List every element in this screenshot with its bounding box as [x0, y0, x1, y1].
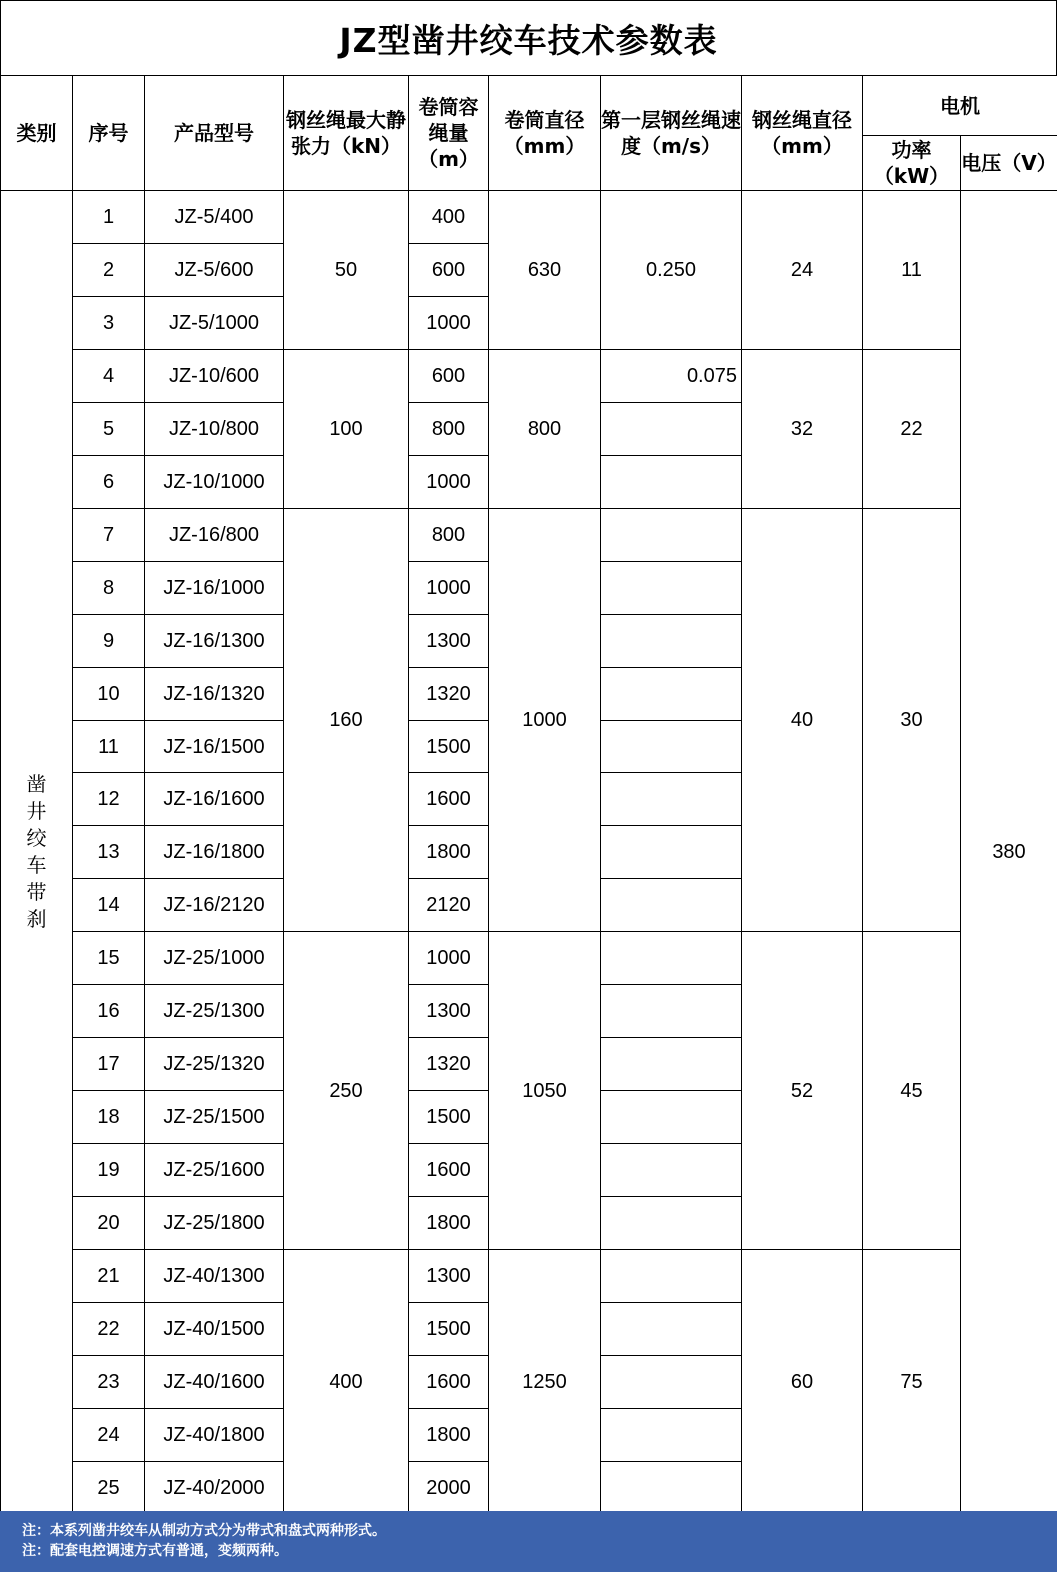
capacity-cell: 1300 [409, 985, 489, 1038]
capacity-cell: 1000 [409, 932, 489, 985]
tension-cell: 100 [284, 349, 409, 508]
category-cell [1, 191, 73, 1515]
notes-bar [0, 1511, 1057, 1572]
index-cell: 25 [73, 1461, 145, 1514]
header-capacity: 卷筒容绳量（m） [409, 76, 489, 191]
power-cell: 75 [863, 1250, 961, 1515]
table-row [1, 349, 1057, 402]
speed-cell [601, 1038, 742, 1091]
model-cell: JZ-16/1000 [145, 561, 284, 614]
speed-cell [601, 826, 742, 879]
rope-diameter-cell: 32 [742, 349, 863, 508]
drum-diameter-cell: 630 [489, 191, 601, 350]
speed-cell [601, 1355, 742, 1408]
index-cell: 7 [73, 508, 145, 561]
speed-cell [601, 561, 742, 614]
capacity-cell: 1500 [409, 1091, 489, 1144]
header-drum-diameter: 卷筒直径（mm） [489, 76, 601, 191]
tension-cell: 160 [284, 508, 409, 932]
category-label: 凿井绞车带刹 [26, 772, 47, 932]
power-cell: 11 [863, 191, 961, 350]
index-cell: 23 [73, 1355, 145, 1408]
speed-cell [601, 773, 742, 826]
speed-cell [601, 1091, 742, 1144]
table-row [1, 1250, 1057, 1303]
model-cell: JZ-10/800 [145, 402, 284, 455]
model-cell: JZ-25/1000 [145, 932, 284, 985]
speed-cell: 0.075 [601, 349, 742, 402]
speed-cell [601, 985, 742, 1038]
note-line: 注：本系列凿井绞车从制动方式分为带式和盘式两种形式。 [22, 1523, 386, 1539]
table-row [1, 191, 1057, 244]
rope-diameter-cell: 52 [742, 932, 863, 1250]
index-cell: 5 [73, 402, 145, 455]
header-index: 序号 [73, 76, 145, 191]
capacity-cell: 1000 [409, 296, 489, 349]
index-cell: 21 [73, 1250, 145, 1303]
capacity-cell: 1000 [409, 561, 489, 614]
index-cell: 20 [73, 1197, 145, 1250]
capacity-cell: 1600 [409, 1355, 489, 1408]
index-cell: 15 [73, 932, 145, 985]
speed-cell [601, 879, 742, 932]
capacity-cell: 800 [409, 402, 489, 455]
spec-table [0, 75, 1057, 1515]
rope-diameter-cell: 60 [742, 1250, 863, 1515]
model-cell: JZ-25/1800 [145, 1197, 284, 1250]
capacity-cell: 2000 [409, 1461, 489, 1514]
index-cell: 11 [73, 720, 145, 773]
speed-cell [601, 1250, 742, 1303]
speed-cell [601, 614, 742, 667]
index-cell: 22 [73, 1303, 145, 1356]
model-cell: JZ-5/600 [145, 243, 284, 296]
index-cell: 19 [73, 1144, 145, 1197]
model-cell: JZ-16/1300 [145, 614, 284, 667]
power-cell: 30 [863, 508, 961, 932]
model-cell: JZ-16/1600 [145, 773, 284, 826]
model-cell: JZ-25/1500 [145, 1091, 284, 1144]
speed-cell [601, 1408, 742, 1461]
voltage-cell: 380 [961, 191, 1057, 1515]
speed-cell [601, 508, 742, 561]
tension-cell: 400 [284, 1250, 409, 1515]
power-cell: 45 [863, 932, 961, 1250]
model-cell: JZ-25/1600 [145, 1144, 284, 1197]
model-cell: JZ-40/2000 [145, 1461, 284, 1514]
capacity-cell: 1000 [409, 455, 489, 508]
rope-diameter-cell: 24 [742, 191, 863, 350]
header-rope-diameter: 钢丝绳直径（mm） [742, 76, 863, 191]
header-tension: 钢丝绳最大静张力（kN） [284, 76, 409, 191]
capacity-cell: 600 [409, 243, 489, 296]
model-cell: JZ-16/1800 [145, 826, 284, 879]
capacity-cell: 2120 [409, 879, 489, 932]
index-cell: 2 [73, 243, 145, 296]
model-cell: JZ-16/2120 [145, 879, 284, 932]
index-cell: 12 [73, 773, 145, 826]
index-cell: 13 [73, 826, 145, 879]
table-row [1, 932, 1057, 985]
speed-cell: 0.250 [601, 191, 742, 350]
model-cell: JZ-5/1000 [145, 296, 284, 349]
index-cell: 14 [73, 879, 145, 932]
capacity-cell: 1500 [409, 720, 489, 773]
index-cell: 24 [73, 1408, 145, 1461]
model-cell: JZ-16/1320 [145, 667, 284, 720]
capacity-cell: 1320 [409, 1038, 489, 1091]
capacity-cell: 1600 [409, 1144, 489, 1197]
drum-diameter-cell: 800 [489, 349, 601, 508]
capacity-cell: 1800 [409, 1197, 489, 1250]
index-cell: 1 [73, 191, 145, 244]
speed-cell [601, 402, 742, 455]
capacity-cell: 1800 [409, 826, 489, 879]
model-cell: JZ-40/1600 [145, 1355, 284, 1408]
model-cell: JZ-40/1300 [145, 1250, 284, 1303]
header-model: 产品型号 [145, 76, 284, 191]
capacity-cell: 1320 [409, 667, 489, 720]
speed-cell [601, 455, 742, 508]
model-cell: JZ-40/1800 [145, 1408, 284, 1461]
speed-cell [601, 1144, 742, 1197]
table-title: JZ型凿井绞车技术参数表 [0, 0, 1057, 75]
capacity-cell: 1800 [409, 1408, 489, 1461]
header-speed: 第一层钢丝绳速度（m/s） [601, 76, 742, 191]
drum-diameter-cell: 1000 [489, 508, 601, 932]
power-cell: 22 [863, 349, 961, 508]
header-voltage: 电压（V） [961, 136, 1057, 191]
tension-cell: 250 [284, 932, 409, 1250]
drum-diameter-cell: 1250 [489, 1250, 601, 1515]
tension-cell: 50 [284, 191, 409, 350]
speed-cell [601, 1303, 742, 1356]
capacity-cell: 800 [409, 508, 489, 561]
model-cell: JZ-5/400 [145, 191, 284, 244]
speed-cell [601, 1461, 742, 1514]
model-cell: JZ-10/600 [145, 349, 284, 402]
index-cell: 9 [73, 614, 145, 667]
index-cell: 6 [73, 455, 145, 508]
index-cell: 17 [73, 1038, 145, 1091]
header-category: 类别 [1, 76, 73, 191]
speed-cell [601, 1197, 742, 1250]
capacity-cell: 600 [409, 349, 489, 402]
speed-cell [601, 667, 742, 720]
model-cell: JZ-25/1320 [145, 1038, 284, 1091]
note-line: 注：配套电控调速方式有普通，变频两种。 [22, 1543, 288, 1559]
capacity-cell: 1500 [409, 1303, 489, 1356]
header-motor: 电机 [863, 76, 1057, 136]
speed-cell [601, 720, 742, 773]
drum-diameter-cell: 1050 [489, 932, 601, 1250]
index-cell: 16 [73, 985, 145, 1038]
index-cell: 10 [73, 667, 145, 720]
index-cell: 18 [73, 1091, 145, 1144]
index-cell: 3 [73, 296, 145, 349]
rope-diameter-cell: 40 [742, 508, 863, 932]
model-cell: JZ-16/800 [145, 508, 284, 561]
table-row [1, 508, 1057, 561]
header-power: 功率（kW） [863, 136, 961, 191]
capacity-cell: 1600 [409, 773, 489, 826]
model-cell: JZ-25/1300 [145, 985, 284, 1038]
model-cell: JZ-10/1000 [145, 455, 284, 508]
capacity-cell: 400 [409, 191, 489, 244]
speed-cell [601, 932, 742, 985]
index-cell: 8 [73, 561, 145, 614]
capacity-cell: 1300 [409, 1250, 489, 1303]
model-cell: JZ-16/1500 [145, 720, 284, 773]
model-cell: JZ-40/1500 [145, 1303, 284, 1356]
capacity-cell: 1300 [409, 614, 489, 667]
index-cell: 4 [73, 349, 145, 402]
